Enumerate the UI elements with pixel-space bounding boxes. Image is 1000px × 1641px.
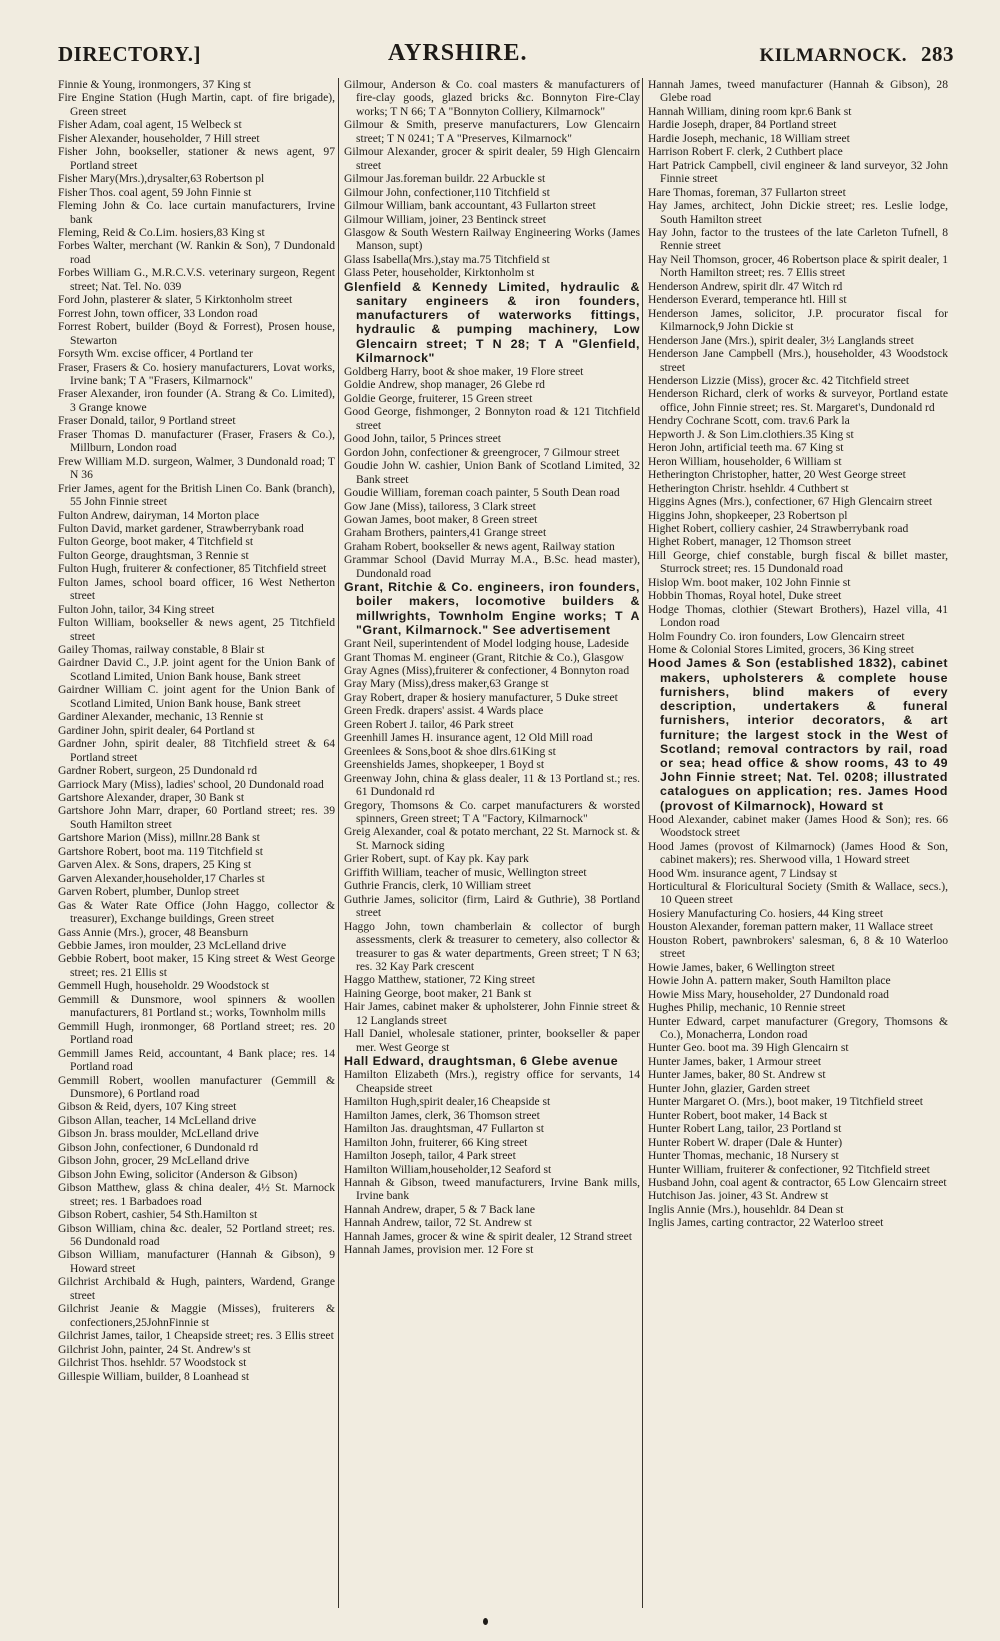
directory-entry: Gibson Robert, cashier, 54 Sth.Hamilton st: [58, 1208, 258, 1222]
directory-entry: Gilmour & Smith, preserve manufacturers, Low Glencairn street; T N 0241; T A "Preserves, Kilmarnock": [344, 118, 640, 145]
directory-entry: Greenway John, china & glass dealer, 11 & 13 Portland st.; res. 61 Dundonald rd: [344, 771, 640, 799]
directory-entry: Hunter Geo. boot ma. 39 High Glencairn st: [648, 1041, 849, 1055]
directory-entry: Gemmell Hugh, householdr. 29 Woodstock st: [58, 979, 270, 993]
directory-entry: Hughes Philip, mechanic, 10 Rennie street: [648, 1001, 846, 1015]
header-directory-label: DIRECTORY.]: [58, 42, 202, 66]
directory-entry: Hannah & Gibson, tweed manufacturers, Irvine Bank mills, Irvine bank: [344, 1175, 640, 1203]
directory-entry: Fire Engine Station (Hugh Martin, capt. of fire brigade), Green street: [58, 91, 335, 118]
directory-entry: Gray Agnes (Miss),fruiterer & confectioner, 4 Bonnyton road: [344, 663, 630, 677]
directory-entry: Hannah James, tweed manufacturer (Hannah & Gibson), 28 Glebe road: [648, 78, 948, 105]
directory-entry: Fisher Mary(Mrs.),drysalter,63 Robertson pl: [58, 172, 265, 186]
directory-entry: Hardie Joseph, mechanic, 18 William street: [648, 131, 850, 145]
directory-entry: Hannah Andrew, draper, 5 & 7 Back lane: [344, 1202, 535, 1216]
directory-entry: Hunter Edward, carpet manufacturer (Gregory, Thomsons & Co.), Monacherra, London road: [648, 1014, 948, 1041]
directory-entry: Houston Robert, pawnbrokers' salesman, 6, 8 & 10 Waterloo street: [648, 933, 948, 961]
directory-entry: Gilmour William, bank accountant, 43 Fullarton street: [344, 199, 596, 213]
directory-entry: Gilmour Alexander, grocer & spirit dealer, 59 High Glencairn street: [344, 145, 640, 172]
directory-entry: Fulton John, tailor, 34 King street: [58, 602, 215, 616]
directory-entry: Glasgow & South Western Railway Engineering Works (James Manson, supt): [344, 225, 640, 253]
directory-entry: Fulton George, draughtsman, 3 Rennie st: [58, 548, 249, 562]
directory-entry: Goldie George, fruiterer, 15 Green street: [344, 391, 533, 405]
directory-entry: Forrest Robert, builder (Boyd & Forrest), Prosen house, Stewarton: [58, 320, 335, 347]
directory-entry: Gardiner John, spirit dealer, 64 Portland st: [58, 723, 255, 737]
directory-entry: Hannah William, dining room kpr.6 Bank st: [648, 104, 852, 118]
directory-entry: Gilchrist Jeanie & Maggie (Misses), fruiterers & confectioners,25JohnFinnie st: [58, 1302, 335, 1329]
directory-entry: Fisher Alexander, householder, 7 Hill street: [58, 131, 260, 145]
directory-entry: Fraser Donald, tailor, 9 Portland street: [58, 414, 236, 428]
directory-entry: Gowan James, boot maker, 8 Green street: [344, 513, 538, 526]
directory-entry: Fisher John, bookseller, stationer & news agent, 97 Portland street: [58, 145, 335, 172]
directory-entry: Hutchison Jas. joiner, 43 St. Andrew st: [648, 1189, 829, 1203]
directory-entry: Forrest John, town officer, 33 London road: [58, 306, 258, 320]
directory-entry: Fulton Hugh, fruiterer & confectioner, 85 Titchfield street: [58, 562, 327, 576]
directory-entry: Ford John, plasterer & slater, 5 Kirktonholm street: [58, 293, 293, 307]
directory-entry: Howie Miss Mary, householder, 27 Dundonald road: [648, 987, 889, 1001]
directory-entry: Houston Alexander, foreman pattern maker, 11 Wallace street: [648, 920, 933, 934]
directory-entry: Gibson & Reid, dyers, 107 King street: [58, 1100, 237, 1114]
directory-entry: Gemmill Hugh, ironmonger, 68 Portland street; res. 20 Portland road: [58, 1019, 335, 1047]
directory-entry: Gairdner David C., J.P. joint agent for the Union Bank of Scotland Limited, Union Bank house, Bank street: [58, 656, 335, 683]
directory-entry: Hamilton William,householder,12 Seaford st: [344, 1162, 552, 1176]
directory-entry: Home & Colonial Stores Limited, grocers, 36 King street: [648, 643, 914, 657]
directory-entry: Glass Isabella(Mrs.),stay ma.75 Titchfield st: [344, 252, 550, 266]
directory-entry: Forbes Walter, merchant (W. Rankin & Son), 7 Dundonald road: [58, 239, 335, 266]
directory-entry: Fulton James, school board officer, 16 West Netherton street: [58, 575, 335, 603]
directory-entry: Gilmour William, joiner, 23 Bentinck street: [344, 212, 547, 226]
directory-entry: Howie John A. pattern maker, South Hamilton place: [648, 974, 891, 988]
directory-entry: Gibson John Ewing, solicitor (Anderson & Gibson): [58, 1167, 298, 1181]
directory-entry: Gebbie Robert, boot maker, 15 King street & West George street; res. 21 Ellis st: [58, 952, 335, 979]
directory-entry: Henderson Everard, temperance htl. Hill st: [648, 293, 847, 307]
directory-entry: Hosiery Manufacturing Co. hosiers, 44 King street: [648, 906, 884, 920]
directory-entry: Goldie Andrew, shop manager, 26 Glebe rd: [344, 378, 545, 392]
directory-entry: Gailey Thomas, railway constable, 8 Blair st: [58, 643, 265, 657]
directory-entry: Forsyth Wm. excise officer, 4 Portland ter: [58, 347, 253, 361]
directory-entry: Garven Robert, plumber, Dunlop street: [58, 885, 240, 899]
directory-entry: Hart Patrick Campbell, civil engineer & land surveyor, 32 John Finnie street: [648, 158, 948, 186]
directory-entry: Gemmill & Dunsmore, wool spinners & woollen manufacturers, 81 Portland st.; works, Townholm mills: [58, 992, 335, 1020]
directory-entry: Gartshore Alexander, draper, 30 Bank st: [58, 791, 245, 805]
directory-entry: Gilmour, Anderson & Co. coal masters & manufacturers of fire-clay goods, glazed bricks &c. Bonnyton Fire-Clay works; T N 66; T A "Bonnyton Colliery, Kilmarnock": [344, 78, 640, 118]
directory-entry: Haining George, boot maker, 21 Bank st: [344, 986, 532, 1000]
directory-entry: Fulton Andrew, dairyman, 14 Morton place: [58, 508, 260, 522]
directory-entry: Grammar School (David Murray M.A., B.Sc. head master), Dundonald road: [344, 553, 640, 580]
directory-entry: Gardner John, spirit dealer, 88 Titchfield street & 64 Portland street: [58, 737, 335, 764]
directory-entry: Hepworth J. & Son Lim.clothiers.35 King st: [648, 427, 854, 441]
directory-entry: Green Robert J. tailor, 46 Park street: [344, 717, 514, 731]
directory-entry: Gilchrist John, painter, 24 St. Andrew's st: [58, 1342, 251, 1356]
directory-entry: Hamilton Joseph, tailor, 4 Park street: [344, 1149, 516, 1163]
directory-entry: Gemmill Robert, woollen manufacturer (Gemmill & Dunsmore), 6 Portland road: [58, 1073, 335, 1100]
directory-entry: Hodge Thomas, clothier (Stewart Brothers), Hazel villa, 41 London road: [648, 602, 948, 630]
directory-entry: Grant Thomas M. engineer (Grant, Ritchie & Co.), Glasgow: [344, 650, 624, 664]
directory-entry: Graham Robert, bookseller & news agent, Railway station: [344, 539, 615, 553]
directory-entry: Hood James & Son (established 1832), cabinet makers, upholsterers & complete house furnishers, blind makers of every description, undertakers & funeral furnishers, interior decorators, & art furniture; the largest stock in the West of Scotland; removal contractors by rail, road or sea; head office & show rooms, 43 to 49 John Finnie street; Nat. Tel. 0208; illustrated catalogues on application; res. James Hood (provost of Kilmarnock), Howard st: [648, 656, 948, 813]
directory-entry: Guthrie James, solicitor (firm, Laird & Guthrie), 38 Portland street: [344, 892, 640, 920]
directory-entry: Grant Neil, superintendent of Model lodging house, Ladeside: [344, 637, 629, 651]
directory-entry: Hunter William, fruiterer & confectioner, 92 Titchfield street: [648, 1162, 930, 1176]
directory-entry: Good John, tailor, 5 Princes street: [344, 432, 501, 446]
directory-entry: Gow Jane (Miss), tailoress, 3 Clark street: [344, 499, 536, 513]
directory-entry: Hamilton James, clerk, 36 Thomson street: [344, 1108, 540, 1122]
directory-entry: Gardiner Alexander, mechanic, 13 Rennie st: [58, 710, 264, 724]
directory-entry: Garven Alex. & Sons, drapers, 25 King st: [58, 858, 252, 872]
directory-entry: Goudie William, foreman coach painter, 5 South Dean road: [344, 486, 620, 500]
directory-entry: Frier James, agent for the British Linen Co. Bank (branch), 55 John Finnie street: [58, 481, 335, 509]
directory-entry: Horticultural & Floricultural Society (Smith & Wallace, secs.), 10 Queen street: [648, 879, 948, 907]
directory-entry: Highet Robert, manager, 12 Thomson street: [648, 535, 852, 549]
directory-entry: Greenlees & Sons,boot & shoe dlrs.61King st: [344, 744, 556, 758]
directory-entry: Goudie John W. cashier, Union Bank of Scotland Limited, 32 Bank street: [344, 459, 640, 486]
directory-entry: Hay John, factor to the trustees of the late Carleton Tufnell, 8 Rennie street: [648, 225, 948, 253]
directory-entry: Hunter Margaret O. (Mrs.), boot maker, 19 Titchfield street: [648, 1095, 923, 1109]
directory-entry: Inglis James, carting contractor, 22 Waterloo street: [648, 1216, 884, 1230]
directory-entry: Haggo John, town chamberlain & collector of burgh assessments, clerk & treasurer to cemetery, also collector & treasurer to gas & water departments, Green street; T N 63; res. 32 Kay Park crescent: [344, 919, 640, 973]
directory-entry: Frew William M.D. surgeon, Walmer, 3 Dundonald road; T N 36: [58, 454, 335, 482]
directory-entry: Holm Foundry Co. iron founders, Low Glencairn street: [648, 629, 905, 643]
header-town-and-page: [760, 42, 954, 67]
directory-entry: Gray Robert, draper & hosiery manufacturer, 5 Duke street: [344, 690, 618, 704]
directory-entry: Higgins John, shopkeeper, 23 Robertson pl: [648, 508, 848, 522]
directory-entry: Hay Neil Thomson, grocer, 46 Robertson place & spirit dealer, 1 North Hamilton street; res. 7 Ellis street: [648, 252, 948, 280]
directory-entry: Henderson Lizzie (Miss), grocer &c. 42 Titchfield street: [648, 373, 910, 387]
directory-entry: Gartshore Robert, boot ma. 119 Titchfield st: [58, 844, 264, 858]
header-county-title: AYRSHIRE.: [388, 40, 528, 66]
directory-entry: Gebbie James, iron moulder, 23 McLelland drive: [58, 939, 287, 952]
directory-entry: Hetherington Christr. hsehldr. 4 Cuthbert st: [648, 481, 849, 495]
directory-entry: Hetherington Christopher, hatter, 20 West George street: [648, 468, 906, 482]
directory-entry: Greenshields James, shopkeeper, 1 Boyd st: [344, 758, 545, 772]
directory-entry: Gilchrist James, tailor, 1 Cheapside street; res. 3 Ellis street: [58, 1329, 334, 1343]
directory-entry: Glenfield & Kennedy Limited, hydraulic & sanitary engineers & iron founders, manufacturers of waterworks fittings, hydraulic & pumping machinery, Low Glencairn street; T N 28; T A "Glenfield, Kilmarnock": [344, 279, 640, 365]
directory-entry: Green Fredk. drapers' assist. 4 Wards place: [344, 704, 544, 718]
directory-entry: Gas & Water Rate Office (John Haggo, collector & treasurer), Exchange buildings, Green street: [58, 898, 335, 926]
directory-entry: Highet Robert, colliery cashier, 24 Strawberrybank road: [648, 521, 909, 535]
page-number: 283: [921, 42, 954, 66]
directory-entry: Guthrie Francis, clerk, 10 William street: [344, 879, 532, 893]
directory-entry: Greenhill James H. insurance agent, 12 Old Mill road: [344, 731, 593, 745]
directory-entry: Gibson William, china &c. dealer, 52 Portland street; res. 56 Dundonald road: [58, 1221, 335, 1248]
directory-entry: Hall Edward, draughtsman, 6 Glebe avenue: [344, 1054, 619, 1069]
directory-entry: Fraser, Frasers & Co. hosiery manufacturers, Lovat works, Irvine bank; T A "Frasers, Kilmarnock": [58, 360, 335, 387]
directory-entry: Gibson John, grocer, 29 McLelland drive: [58, 1154, 250, 1168]
directory-entry: Gibson Jn. brass moulder, McLelland drive: [58, 1127, 259, 1141]
directory-entry: Garven Alexander,householder,17 Charles st: [58, 871, 265, 885]
directory-entry: Hislop Wm. boot maker, 102 John Finnie st: [648, 575, 851, 589]
directory-entry: Henderson Jane (Mrs.), spirit dealer, 3½ Langlands street: [648, 333, 914, 347]
directory-entry: Hunter Robert, boot maker, 14 Back st: [648, 1108, 828, 1122]
directory-entry: Fleming, Reid & Co.Lim. hosiers,83 King st: [58, 225, 265, 239]
directory-entry: Hamilton Elizabeth (Mrs.), registry office for servants, 14 Cheapside street: [344, 1068, 640, 1095]
directory-entry: Gibson John, confectioner, 6 Dundonald rd: [58, 1140, 259, 1154]
directory-entry: Hobbin Thomas, Royal hotel, Duke street: [648, 589, 842, 603]
directory-entry: Gregory, Thomsons & Co. carpet manufacturers & worsted spinners, Green street; T A "Factory, Kilmarnock": [344, 798, 640, 825]
directory-entry: Gray Mary (Miss),dress maker,63 Grange st: [344, 677, 549, 691]
directory-entry: Hunter Thomas, mechanic, 18 Nursery st: [648, 1149, 839, 1163]
directory-entry: Gilchrist Archibald & Hugh, painters, Wardend, Grange street: [58, 1275, 335, 1302]
directory-entry: Graham Brothers, painters,41 Grange street: [344, 526, 547, 540]
directory-column-3: [648, 78, 948, 1608]
directory-entry: Henderson Richard, clerk of works & surveyor, Portland estate office, John Finnie street; res. St. Margaret's, Dundonald rd: [648, 387, 948, 414]
directory-entry: Fulton William, bookseller & news agent, 25 Titchfield street: [58, 616, 335, 643]
directory-entry: Good George, fishmonger, 2 Bonnyton road & 121 Titchfield street: [344, 405, 640, 432]
directory-entry: Fraser Thomas D. manufacturer (Fraser, Frasers & Co.), Millburn, London road: [58, 427, 335, 455]
directory-entry: Fraser Alexander, iron founder (A. Strang & Co. Limited), 3 Grange knowe: [58, 387, 335, 414]
directory-entry: Fleming John & Co. lace curtain manufacturers, Irvine bank: [58, 199, 335, 226]
directory-entry: Hunter James, baker, 1 Armour street: [648, 1054, 822, 1068]
directory-entry: Hall Daniel, wholesale stationer, printer, bookseller & paper mer. West George st: [344, 1027, 640, 1054]
directory-column-1: [58, 78, 335, 1608]
directory-entry: Hendry Cochrane Scott, com. trav.6 Park la: [648, 414, 850, 428]
directory-entry: Gibson Matthew, glass & china dealer, 4½ St. Marnock street; res. 1 Barbadoes road: [58, 1181, 335, 1208]
directory-entry: Grier Robert, supt. of Kay pk. Kay park: [344, 852, 529, 866]
directory-entry: Forbes William G., M.R.C.V.S. veterinary surgeon, Regent street; Nat. Tel. No. 039: [58, 266, 335, 293]
directory-entry: Henderson Jane Campbell (Mrs.), householder, 43 Woodstock street: [648, 347, 948, 374]
directory-entry: Hardie Joseph, draper, 84 Portland street: [648, 118, 837, 132]
directory-entry: Goldberg Harry, boot & shoe maker, 19 Flore street: [344, 365, 584, 379]
directory-entry: Fulton David, market gardener, Strawberrybank road: [58, 521, 304, 535]
directory-entry: Gibson Allan, teacher, 14 McLelland drive: [58, 1113, 257, 1127]
directory-entry: Henderson James, solicitor, J.P. procurator fiscal for Kilmarnock,9 John Dickie st: [648, 306, 948, 334]
directory-entry: Heron William, householder, 6 William st: [648, 454, 842, 468]
directory-entry: Grant, Ritchie & Co. engineers, iron founders, boiler makers, locomotive builders & millwrights, Townholm Engine works; T A "Grant, Kilmarnock." See advertisement: [344, 580, 640, 637]
header-town: KILMARNOCK.: [759, 45, 907, 66]
directory-entry: Higgins Agnes (Mrs.), confectioner, 67 High Glencairn street: [648, 495, 933, 509]
directory-entry: Finnie & Young, ironmongers, 37 King st: [58, 78, 251, 91]
directory-entry: Gordon John, confectioner & greengrocer, 7 Gilmour street: [344, 445, 620, 459]
directory-entry: Hamilton Hugh,spirit dealer,16 Cheapside st: [344, 1095, 551, 1109]
directory-entry: Gemmill James Reid, accountant, 4 Bank place; res. 14 Portland road: [58, 1046, 335, 1074]
directory-entry: Heron John, artificial teeth ma. 67 King st: [648, 441, 844, 455]
directory-entry: Gartshore John Marr, draper, 60 Portland street; res. 39 South Hamilton street: [58, 804, 335, 831]
directory-entry: Gilmour John, confectioner,110 Titchfield st: [344, 185, 550, 199]
directory-entry: Hunter John, glazier, Garden street: [648, 1081, 810, 1095]
directory-entry: Gairdner William C. joint agent for the Union Bank of Scotland Limited, Union Bank house, Bank street: [58, 683, 335, 710]
directory-entry: Gartshore Marion (Miss), millnr.28 Bank st: [58, 831, 260, 845]
directory-entry: Hannah Andrew, tailor, 72 St. Andrew st: [344, 1216, 532, 1230]
directory-entry: Hair James, cabinet maker & upholsterer, John Finnie street & 12 Langlands street: [344, 1000, 640, 1027]
directory-entry: Fisher Thos. coal agent, 59 John Finnie st: [58, 185, 252, 199]
directory-entry: Hunter James, baker, 80 St. Andrew st: [648, 1068, 826, 1082]
column-divider-2: [642, 78, 643, 1608]
directory-entry: Hannah James, grocer & wine & spirit dealer, 12 Strand street: [344, 1229, 633, 1243]
directory-entry: Greig Alexander, coal & potato merchant, 22 St. Marnock st. & St. Marnock siding: [344, 825, 640, 852]
directory-entry: Hamilton Jas. draughtsman, 47 Fullarton st: [344, 1122, 544, 1136]
directory-entry: Gilmour Jas.foreman buildr. 22 Arbuckle st: [344, 172, 546, 186]
directory-entry: Hood Wm. insurance agent, 7 Lindsay st: [648, 866, 838, 880]
directory-entry: Griffith William, teacher of music, Wellington street: [344, 865, 587, 879]
directory-entry: Hill George, chief constable, burgh fiscal & billet master, Sturrock street; res. 15 Dundonald road: [648, 548, 948, 576]
directory-entry: Glass Peter, householder, Kirktonholm st: [344, 266, 535, 280]
directory-entry: Gardner Robert, surgeon, 25 Dundonald rd: [58, 764, 258, 778]
page-header: [58, 42, 954, 72]
directory-entry: Harrison Robert F. clerk, 2 Cuthbert place: [648, 145, 843, 159]
directory-entry: Henderson Andrew, spirit dlr. 47 Witch rd: [648, 279, 843, 293]
directory-entry: Gass Annie (Mrs.), grocer, 48 Beansburn: [58, 925, 249, 939]
printer-mark: [483, 1618, 488, 1625]
directory-entry: Hood Alexander, cabinet maker (James Hood & Son); res. 66 Woodstock street: [648, 812, 948, 840]
directory-entry: Hare Thomas, foreman, 37 Fullarton street: [648, 185, 846, 199]
directory-entry: Gibson William, manufacturer (Hannah & Gibson), 9 Howard street: [58, 1248, 335, 1275]
directory-column-2: [344, 78, 640, 1608]
directory-entry: Fulton George, boot maker, 4 Titchfield st: [58, 535, 254, 549]
directory-entry: Hunter Robert W. draper (Dale & Hunter): [648, 1135, 843, 1149]
directory-entry: Hamilton John, fruiterer, 66 King street: [344, 1135, 528, 1149]
directory-entry: Hood James (provost of Kilmarnock) (James Hood & Son, cabinet makers); res. Sherwood villa, 1 Howard street: [648, 839, 948, 867]
column-divider-1: [338, 78, 339, 1608]
directory-entry: Haggo Matthew, stationer, 72 King street: [344, 973, 536, 987]
directory-entry: Inglis Annie (Mrs.), househldr. 84 Dean st: [648, 1202, 844, 1216]
directory-entry: Gillespie William, builder, 8 Loanhead st: [58, 1369, 250, 1383]
directory-entry: Hunter Robert Lang, tailor, 23 Portland st: [648, 1122, 842, 1136]
directory-entry: Gilchrist Thos. hsehldr. 57 Woodstock st: [58, 1356, 247, 1370]
directory-entry: Hannah James, provision mer. 12 Fore st: [344, 1243, 534, 1257]
directory-entry: Garriock Mary (Miss), ladies' school, 20 Dundonald road: [58, 777, 324, 791]
directory-entry: Fisher Adam, coal agent, 15 Welbeck st: [58, 118, 242, 132]
directory-entry: Husband John, coal agent & contractor, 65 Low Glencairn street: [648, 1175, 947, 1189]
directory-entry: Howie James, baker, 6 Wellington street: [648, 960, 835, 974]
directory-entry: Hay James, architect, John Dickie street; res. Leslie lodge, South Hamilton street: [648, 199, 948, 226]
